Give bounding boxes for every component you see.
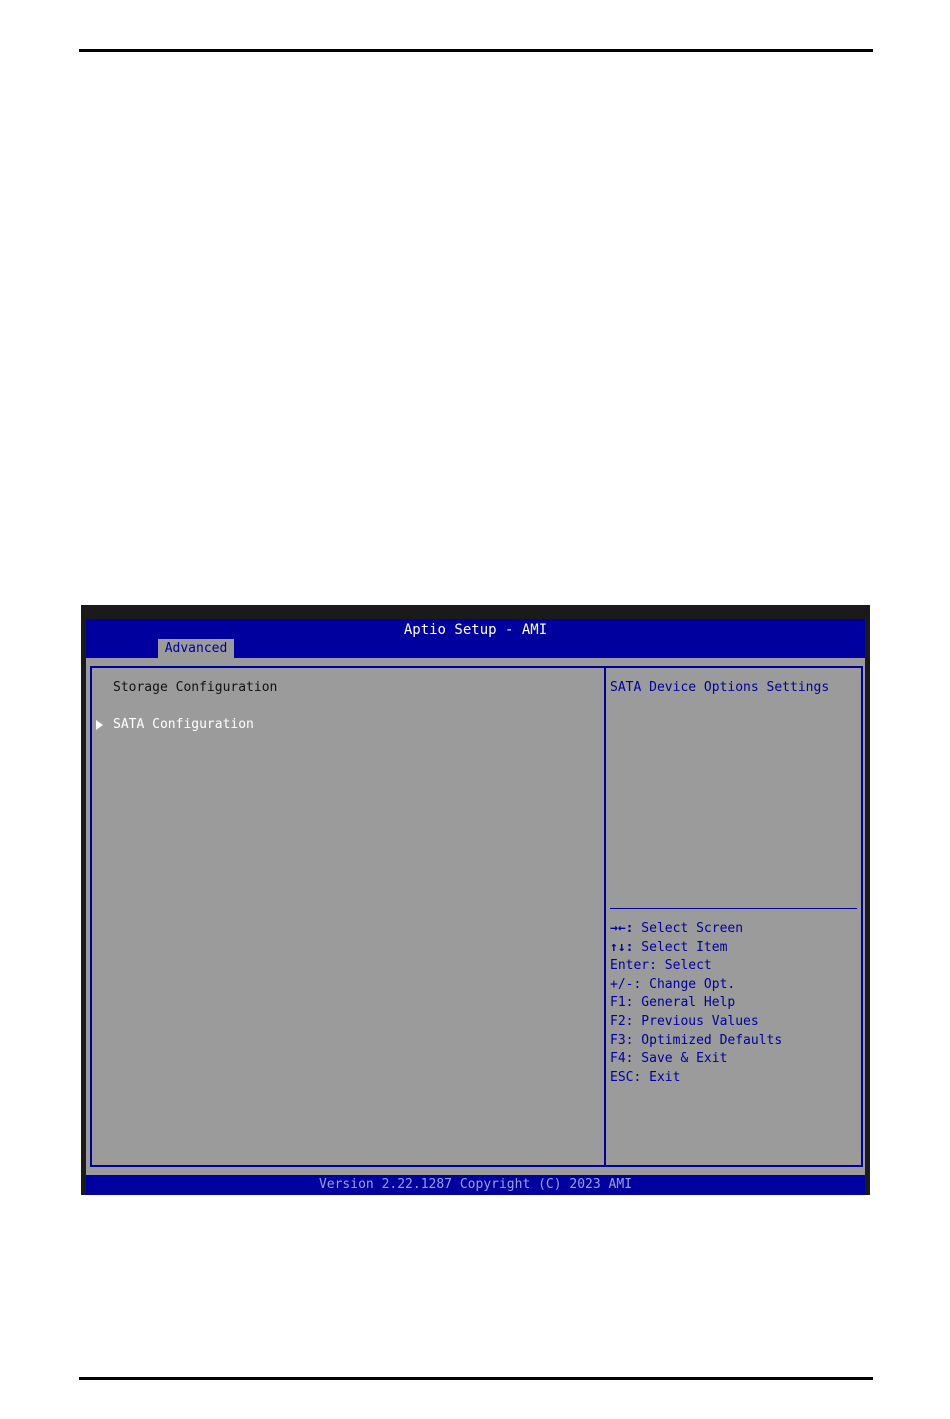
help-divider [610,908,857,909]
key-label: F3: [610,1032,634,1048]
key-description: Previous Values [633,1013,759,1029]
sata-configuration-item[interactable]: SATA Configuration [113,717,254,732]
key-legend-item [610,1032,782,1051]
key-description: Exit [641,1069,681,1085]
key-legend-item [610,1050,782,1069]
item-help-text: SATA Device Options Settings [610,680,830,695]
settings-panel [90,666,604,1167]
key-description: Select Item [633,939,728,955]
key-description: Save & Exit [633,1051,728,1067]
help-panel [604,666,863,1167]
key-legend-item [610,994,782,1013]
key-description: Optimized Defaults [633,1032,783,1048]
bios-setup-screen [81,605,870,1195]
bios-title: Aptio Setup - AMI [403,622,548,638]
key-label: F2: [610,1013,634,1029]
version-footer: Version 2.22.1287 Copyright (C) 2023 AMI [318,1177,633,1192]
storage-configuration-heading: Storage Configuration [113,680,278,695]
key-description: Select [656,958,712,974]
key-description: Change Opt. [641,976,736,992]
key-label: F4: [610,1051,634,1067]
bios-content [86,658,865,1175]
page-top-rule [79,49,873,52]
key-label: →←: [610,921,634,936]
key-label: F1: [610,995,634,1011]
page-bottom-rule [79,1377,873,1380]
key-legend [610,920,782,1087]
key-description: General Help [633,995,736,1011]
key-legend-item [610,920,782,939]
key-label: +/-: [610,976,642,992]
key-label: ↑↓: [610,939,634,955]
key-label: Enter: [610,958,657,974]
key-label: ESC: [610,1069,642,1085]
key-legend-item [610,939,782,958]
bios-window [86,619,865,1195]
key-legend-item [610,976,782,995]
tab-advanced[interactable]: Advanced [158,639,234,658]
key-legend-item [610,1069,782,1088]
key-legend-item [610,957,782,976]
key-legend-item [610,1013,782,1032]
key-description: Select Screen [633,921,744,936]
submenu-triangle-icon [96,720,103,730]
